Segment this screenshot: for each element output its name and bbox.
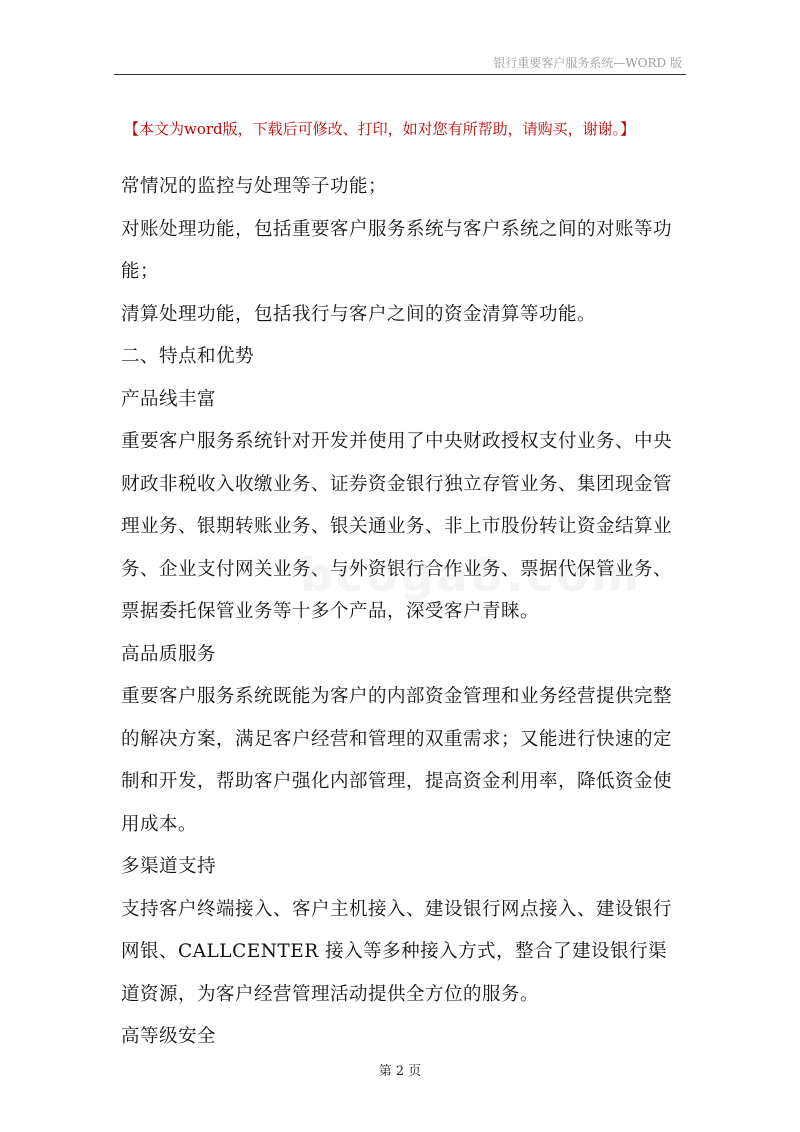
subheading: 高等级安全 (121, 1026, 217, 1047)
paragraph: 常情况的监控与处理等子功能； (121, 176, 388, 197)
subheading: 多渠道支持 (121, 856, 217, 877)
document-body (121, 166, 685, 1059)
paragraph: 重要客户服务系统针对开发并使用了中央财政授权支付业务、中央财政非税收入收缴业务、证券资金银行独立存管业务、集团现金管理业务、银期转账业务、银关通业务、非上市股份转让资金结算业务、企业支付网关业务、与外资银行合作业务、票据代保管业务、票据委托保管业务等十多个产品，深受客户青睐。 (121, 431, 673, 622)
section-heading: 二、特点和优势 (121, 346, 255, 367)
paragraph: 重要客户服务系统既能为客户的内部资金管理和业务经营提供完整的解决方案，满足客户经营和管理的双重需求；又能进行快速的定制和开发，帮助客户强化内部管理，提高资金利用率，降低资金使用成本。 (121, 686, 673, 835)
header-title: 银行重要客户服务系统—WORD 版 (493, 56, 682, 70)
page-number: 第 2 页 (378, 1064, 422, 1079)
purchase-notice: 【本文为word版，下载后可修改、打印，如对您有所帮助，请购买，谢谢。】 (124, 120, 636, 138)
paragraph: 对账处理功能，包括重要客户服务系统与客户系统之间的对账等功能； (121, 218, 673, 282)
page-header (114, 52, 686, 75)
subheading: 高品质服务 (121, 643, 217, 665)
subheading: 产品线丰富 (121, 388, 217, 410)
paragraph: 清算处理功能，包括我行与客户之间的资金清算等功能。 (121, 303, 597, 325)
paragraph: 支持客户终端接入、客户主机接入、建设银行网点接入、建设银行网银、CALLCENTER 接入等多种接入方式，整合了建设银行渠道资源，为客户经营管理活动提供全方位的服务。 (121, 898, 673, 1005)
